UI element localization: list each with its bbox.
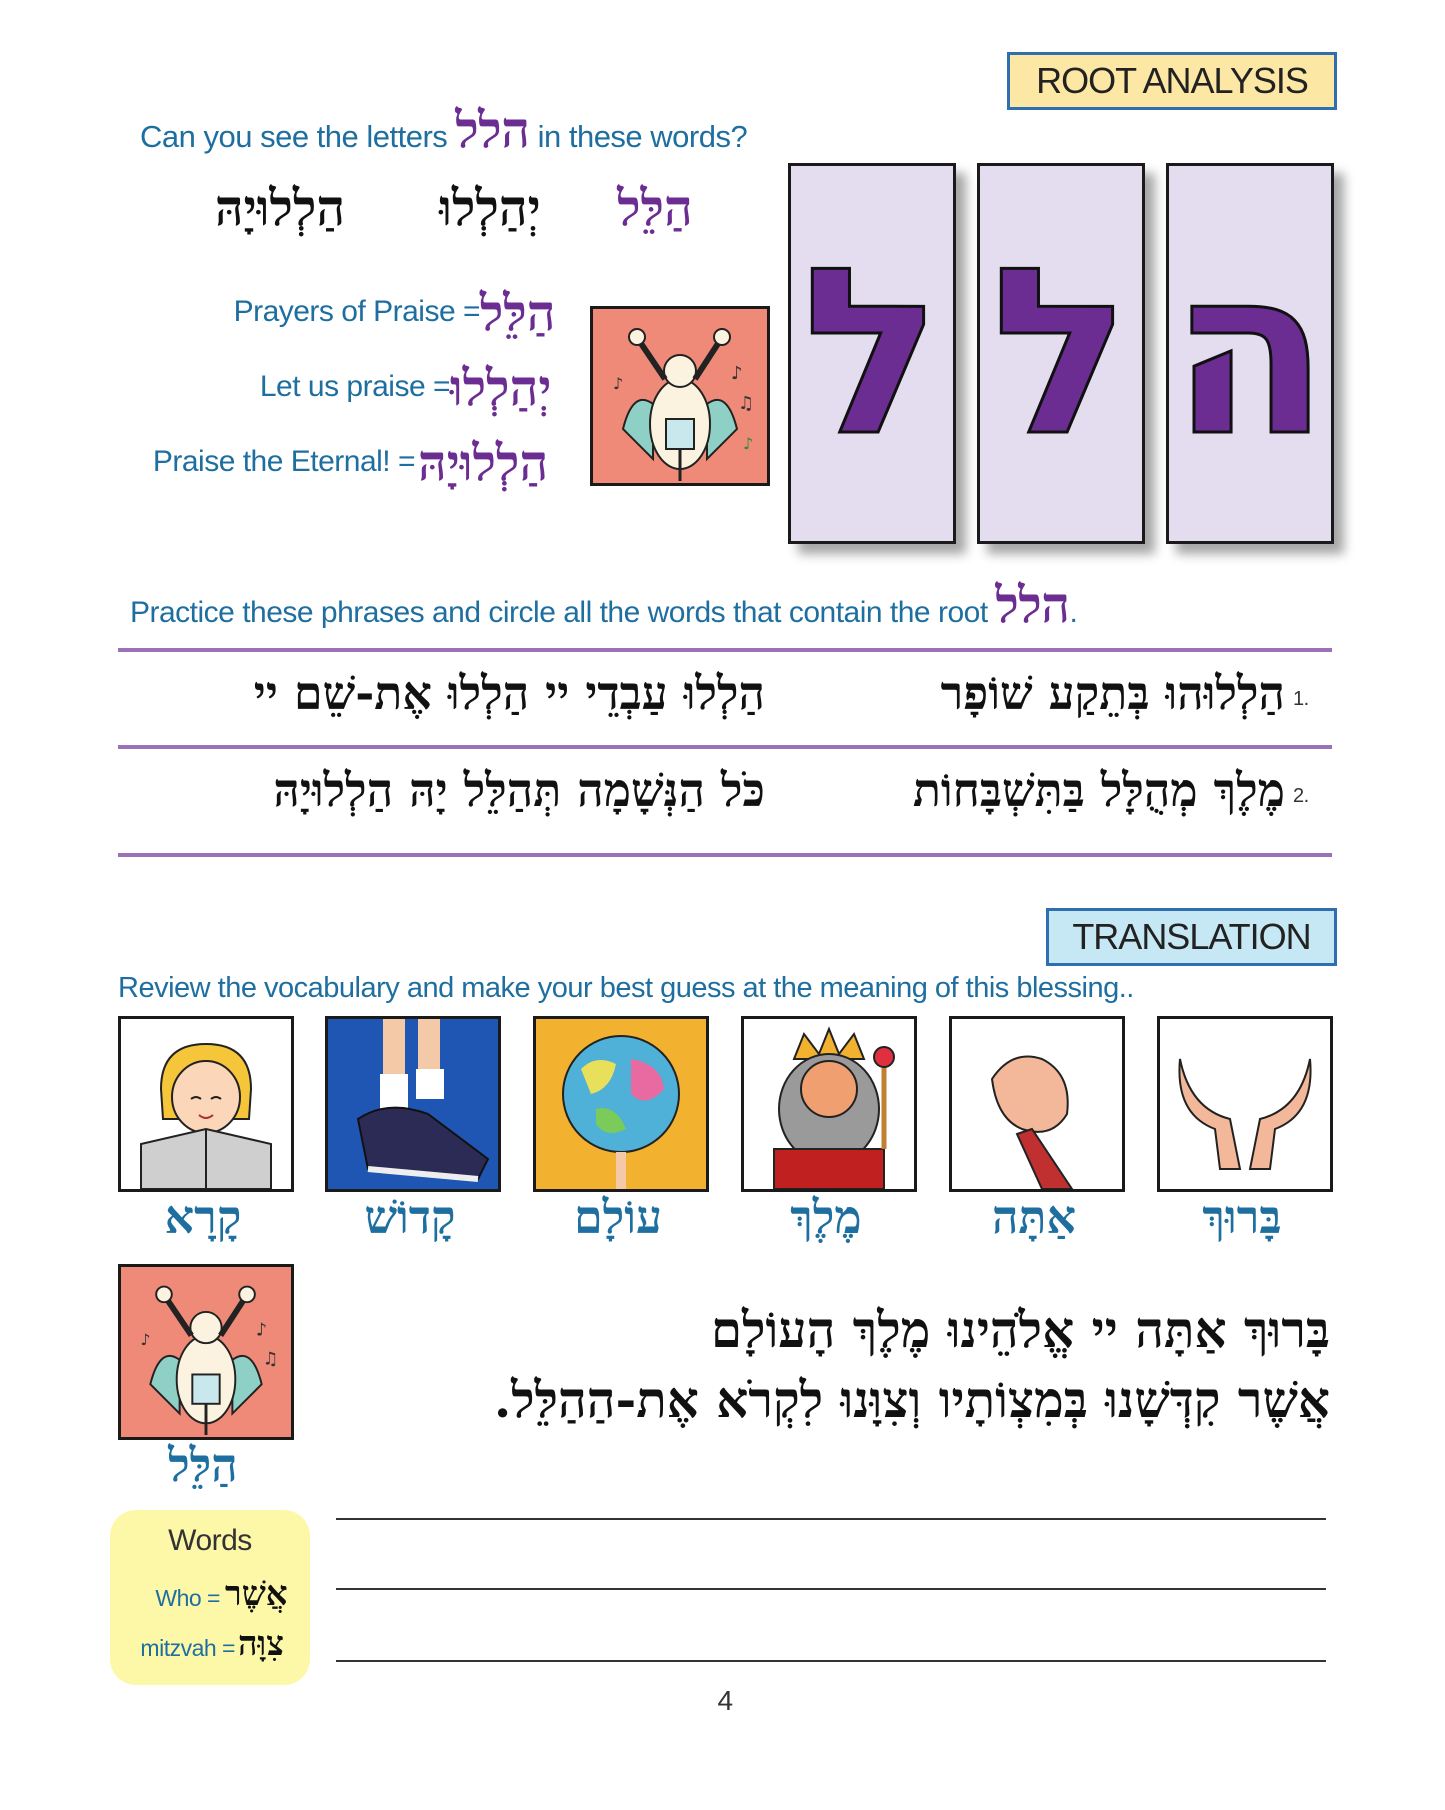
def-praise-the-eternal: Praise the Eternal! =: [152, 445, 415, 478]
feet-on-tiptoe-icon: [328, 1019, 498, 1189]
king-icon: [744, 1019, 914, 1189]
phrase-rule-top: [118, 648, 1332, 652]
phrase-2-left: כֹּל הַנְּשָׁמָה תְּהַלֵּל יָהּ הַלְלוּיָהּ: [273, 763, 765, 817]
answer-line-2[interactable]: [336, 1588, 1326, 1590]
def-let-us-praise: Let us praise =: [259, 370, 450, 403]
vocab-image-melech: [741, 1016, 917, 1192]
svg-text:♪: ♪: [255, 1320, 268, 1341]
vocab-word-baruch: בָּרוּךְ: [1202, 1190, 1282, 1244]
praying-hands-icon: [1160, 1019, 1330, 1189]
practice-instruction-post: .: [1069, 596, 1078, 629]
vocab-image-atah: [949, 1016, 1125, 1192]
blessing-line-2: אֲשֶׁר קִדְּשָׁנוּ בְּמִצְוֹתָיו וְצִוָּנוּ לִקְרֹא אֶת-הַהַלֵּל.: [493, 1370, 1330, 1429]
root-question-post: in these words?: [537, 119, 748, 154]
svg-text:♪: ♪: [613, 374, 624, 393]
translation-label: TRANSLATION: [1046, 908, 1337, 966]
phrase-2-right: מֶלֶךְ מְהֻלָּל בַּתִּשְׁבָּחוֹת: [912, 763, 1285, 817]
translation-instruction: Review the vocabulary and make your best guess at the meaning of this blessing..: [118, 972, 1134, 1004]
phrase-1-left: הַלְלוּ עַבְדֵי יי הַלְלוּ אֶת-שֵׁם יי: [253, 666, 765, 720]
practice-instruction-pre: Practice these phrases and circle all the words that contain the root: [130, 596, 988, 629]
practice-instruction-root: הלל: [995, 575, 1070, 634]
page-number: 4: [717, 1685, 733, 1716]
word-yehallelu: יְהַלְלוּ: [439, 178, 541, 237]
words-box-title: Words: [168, 1524, 252, 1557]
answer-line-1[interactable]: [336, 1518, 1326, 1520]
root-analysis-label: ROOT ANALYSIS: [1007, 52, 1337, 110]
words-box-tzivah: צִוָּה: [238, 1624, 285, 1664]
vocab-word-melech: מֶלֶךְ: [790, 1190, 862, 1244]
root-letter-lamed-1: ל: [991, 220, 1131, 487]
vocab-image-baruch: [1157, 1016, 1333, 1192]
vocab-word-atah: אַתָּה: [991, 1190, 1077, 1244]
def-prayers-of-praise: Prayers of Praise =: [233, 295, 480, 328]
svg-text:♪: ♪: [743, 434, 754, 453]
pointing-hand-icon: [952, 1019, 1122, 1189]
phrase-2-number: 2.: [1293, 785, 1309, 807]
words-box: [110, 1510, 310, 1685]
def-hallel-hebrew: הַלֵּל: [480, 283, 556, 342]
root-question-root: הלל: [455, 100, 530, 159]
vocab-image-kara: [118, 1016, 294, 1192]
vocab-word-olam: עוֹלָם: [573, 1190, 663, 1244]
def-halleluyah-hebrew: הַלְלוּיָהּ: [418, 433, 549, 492]
vocab-image-olam: [533, 1016, 709, 1192]
svg-text:♫: ♫: [738, 393, 755, 414]
root-question-pre: Can you see the letters: [140, 119, 448, 154]
vocab-word-hallel: הַלֵּל: [168, 1438, 238, 1492]
word-halleluyah: הַלְלוּיָהּ: [214, 178, 346, 237]
words-box-mitzvah: mitzvah =: [140, 1635, 235, 1661]
cheering-figure-icon: [593, 309, 767, 483]
cheering-figure-image: [590, 306, 770, 486]
phrase-1-right: הַלְלוּהוּ בְּתֵקַע שׁוֹפָר: [940, 666, 1285, 720]
vocab-image-kadosh: [325, 1016, 501, 1192]
root-letter-hey: ה: [1170, 220, 1329, 487]
word-hallel: הַלֵּל: [617, 178, 693, 237]
svg-text:♪: ♪: [731, 363, 743, 384]
vocab-image-hallel: [118, 1264, 294, 1440]
phrase-rule-bottom: [118, 853, 1332, 857]
reading-child-icon: [121, 1019, 291, 1189]
root-letter-card-3: [788, 163, 956, 544]
blessing-line-1: בָּרוּךְ אַתָּה יי אֱלֹהֵינוּ מֶלֶךְ הָעוֹלָם: [710, 1300, 1330, 1359]
def-yehallelu-hebrew: יְהַלְלוּ: [450, 358, 552, 417]
vocab-word-kara: קָרָא: [164, 1190, 242, 1244]
svg-text:♫: ♫: [262, 1349, 279, 1370]
root-letter-card-1: [1166, 163, 1334, 544]
practice-instruction: [130, 575, 1077, 634]
root-question: [140, 100, 747, 159]
answer-line-3[interactable]: [336, 1660, 1326, 1662]
vocab-word-kadosh: קָדוֹשׁ: [364, 1190, 456, 1244]
cheering-figure-icon: [121, 1267, 291, 1437]
root-letter-lamed-2: ל: [802, 220, 942, 487]
words-box-asher: אֲשֶׁר: [225, 1574, 288, 1614]
globe-icon: [536, 1019, 706, 1189]
root-letter-card-2: [977, 163, 1145, 544]
svg-text:♪: ♪: [140, 1330, 151, 1350]
words-box-who: Who =: [155, 1585, 220, 1611]
phrase-1-number: 1.: [1293, 688, 1309, 710]
phrase-rule-middle: [118, 745, 1332, 749]
